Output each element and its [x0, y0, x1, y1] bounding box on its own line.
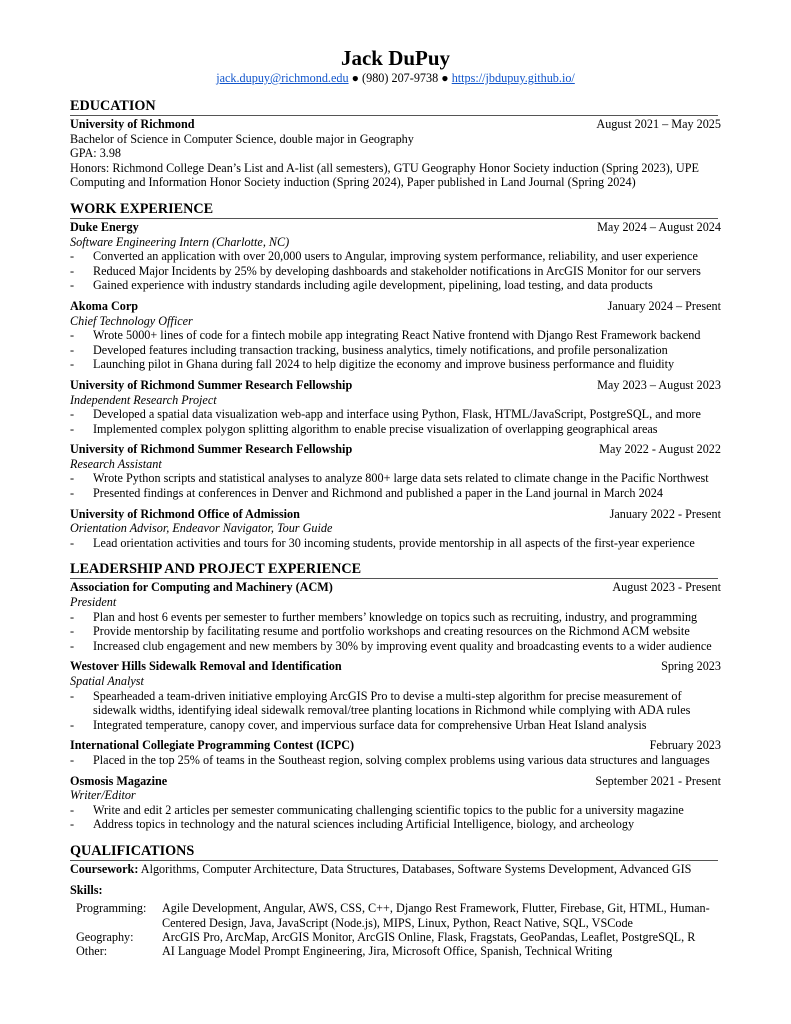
entry-dates: February 2023	[649, 738, 721, 753]
experience-entry	[70, 299, 721, 372]
experience-entry	[70, 580, 721, 653]
entry-dates: September 2021 - Present	[595, 773, 721, 788]
bullet-item: - Spearheaded a team-driven initiative employing ArcGIS Pro to devise a multi-step algorithm for precise measurement of sidewalk widths, identifying ideal sidewalk removal/tree planting locations in Richmond while complying with ADA rules	[70, 689, 721, 718]
skill-list: ArcGIS Pro, ArcMap, ArcGIS Monitor, ArcGIS Online, Flask, Fragstats, GeoPandas, Leaflet, PostgreSQL, R	[162, 929, 696, 944]
bullet-item: - Developed a spatial data visualization web-app and interface using Python, Flask, HTML/JavaScript, PostgreSQL, and more	[70, 407, 721, 422]
bullet-item: - Wrote 5000+ lines of code for a fintech mobile app integrating React Native frontend with Django Rest Framework backend	[70, 328, 721, 343]
education-gpa: GPA: 3.98	[70, 146, 122, 161]
education-dates: August 2021 – May 2025	[596, 117, 721, 131]
entry-role: Orientation Advisor, Endeavor Navigator, Tour Guide	[70, 521, 333, 536]
entry-dates: January 2024 – Present	[607, 298, 721, 313]
bullet-item: - Developed features including transaction tracking, business analytics, timely notifications, and profile personalization	[70, 343, 721, 358]
email-link[interactable]: jack.dupuy@richmond.edu	[216, 71, 349, 85]
entry-dates: May 2022 - August 2022	[599, 442, 721, 457]
entry-organization: University of Richmond Summer Research Fellowship	[70, 442, 353, 457]
entry-dates: Spring 2023	[661, 659, 721, 674]
entry-bullets	[70, 249, 721, 293]
entry-organization: Duke Energy	[70, 219, 139, 234]
skill-category: Geography:	[76, 929, 134, 944]
bullet-item: - Provide mentorship by facilitating resume and portfolio workshops and creating resources on the Richmond ACM website	[70, 624, 721, 639]
entry-role: Independent Research Project	[70, 392, 217, 407]
entry-bullets	[70, 536, 721, 551]
section-title-qualifications: QUALIFICATIONS	[70, 844, 718, 861]
skill-category: Programming:	[76, 901, 147, 916]
bullet-item: - Reduced Major Incidents by 25% by developing dashboards and stakeholder notifications in ArcGIS Monitor for our servers	[70, 264, 721, 279]
education-degree: Bachelor of Science in Computer Science, double major in Geography	[70, 131, 414, 146]
skill-row	[76, 901, 721, 930]
bullet-item: - Implemented complex polygon splitting algorithm to enable precise visualization of overlapping geographical areas	[70, 422, 721, 437]
entry-dates: May 2024 – August 2024	[597, 219, 721, 234]
entry-header	[70, 378, 721, 393]
experience-entry	[70, 442, 721, 500]
entry-organization: Osmosis Magazine	[70, 773, 168, 788]
skill-list: AI Language Model Prompt Engineering, Jira, Microsoft Office, Spanish, Technical Writing	[162, 944, 613, 959]
bullet-item: - Placed in the top 25% of teams in the Southeast region, solving complex problems using various data structures and languages	[70, 753, 721, 768]
bullet-item: - Address topics in technology and the natural sciences including Artificial Intelligence, biology, and archeology	[70, 817, 721, 832]
candidate-name: Jack DuPuy	[340, 46, 451, 70]
entry-dates: August 2023 - Present	[612, 580, 721, 595]
phone-number: (980) 207-9738	[362, 71, 439, 85]
qualifications-section	[70, 844, 721, 959]
skills-table	[76, 901, 721, 959]
entry-bullets	[70, 610, 721, 654]
experience-entry	[70, 738, 721, 767]
bullet-item: - Converted an application with over 20,000 users to Angular, improving system performance, reliability, and user experience	[70, 249, 721, 264]
experience-entry	[70, 659, 721, 732]
work-section	[70, 202, 721, 550]
entry-header	[70, 442, 721, 457]
bullet-item: - Plan and host 6 events per semester to further members’ knowledge on topics such as recruiting, industry, and programming	[70, 610, 721, 625]
skill-row	[76, 944, 721, 958]
entry-role: Software Engineering Intern (Charlotte, NC)	[70, 234, 290, 249]
entry-organization: Akoma Corp	[70, 298, 139, 313]
entry-header	[70, 299, 721, 314]
entry-bullets	[70, 689, 721, 733]
entry-role: Writer/Editor	[70, 788, 136, 803]
bullet-item: - Presented findings at conferences in Denver and Richmond and published a paper in the Land journal in March 2024	[70, 486, 721, 501]
bullet-item: - Write and edit 2 articles per semester communicating challenging scientific topics to the public for a university magazine	[70, 803, 721, 818]
experience-entry	[70, 220, 721, 293]
entry-bullets	[70, 407, 721, 436]
education-section	[70, 99, 721, 190]
experience-entry	[70, 378, 721, 436]
experience-entry	[70, 507, 721, 551]
section-title-leadership: LEADERSHIP AND PROJECT EXPERIENCE	[70, 562, 718, 579]
entry-organization: University of Richmond Summer Research Fellowship	[70, 377, 353, 392]
skill-row	[76, 930, 721, 944]
entry-organization: University of Richmond Office of Admission	[70, 506, 300, 521]
section-title-work: WORK EXPERIENCE	[70, 202, 718, 219]
separator-bullet: ●	[348, 71, 363, 85]
leadership-section	[70, 562, 721, 832]
skill-list: Agile Development, Angular, AWS, CSS, C++, Django Rest Framework, Flutter, Firebase, Git, HTML, Human-Centered Design, Java, JavaScript (Node.js), MIPS, Linux, Python, React Native, SQL, VSCode	[162, 901, 710, 930]
education-org: University of Richmond	[70, 117, 195, 131]
entry-header	[70, 580, 721, 595]
bullet-item: - Increased club engagement and new members by 30% by improving event quality and broadcasting events to a wider audience	[70, 639, 721, 654]
entry-organization: Association for Computing and Machinery (ACM)	[70, 580, 333, 595]
entry-organization: Westover Hills Sidewalk Removal and Identification	[70, 659, 342, 674]
entry-bullets	[70, 471, 721, 500]
bullet-item: - Launching pilot in Ghana during fall 2024 to help digitize the economy and improve business performance and fluidity	[70, 357, 721, 372]
skill-category: Other:	[76, 944, 108, 959]
entry-header	[70, 738, 721, 753]
entry-dates: January 2022 - Present	[609, 506, 721, 521]
bullet-item: - Integrated temperature, canopy cover, and impervious surface data for comprehensive Urban Heat Island analysis	[70, 718, 721, 733]
entry-header	[70, 507, 721, 522]
entry-header	[70, 774, 721, 789]
entry-dates: May 2023 – August 2023	[597, 377, 721, 392]
contact-line	[70, 71, 721, 86]
entry-organization: International Collegiate Programming Contest (ICPC)	[70, 738, 355, 753]
entry-header	[70, 220, 721, 235]
website-link[interactable]: https://jbdupuy.github.io/	[451, 71, 575, 85]
entry-role: Chief Technology Officer	[70, 313, 193, 328]
entry-bullets	[70, 328, 721, 372]
separator-bullet: ●	[438, 71, 452, 85]
work-entries	[70, 220, 721, 550]
entry-header	[70, 659, 721, 674]
bullet-item: - Wrote Python scripts and statistical analyses to analyze 800+ large data sets related to climate change in the Pacific Northwest	[70, 471, 721, 486]
coursework-label: Coursework:	[70, 861, 139, 876]
entry-bullets	[70, 753, 721, 768]
entry-role: President	[70, 595, 117, 610]
bullet-item: - Lead orientation activities and tours for 30 incoming students, provide mentorship in all aspects of the first-year experience	[70, 536, 721, 551]
skills-label: Skills:	[70, 882, 103, 897]
bullet-item: - Gained experience with industry standards including agile development, pipelining, load testing, and data products	[70, 278, 721, 293]
leadership-entries	[70, 580, 721, 832]
experience-entry	[70, 774, 721, 832]
education-honors: Honors: Richmond College Dean’s List and A-list (all semesters), GTU Geography Honor Society induction (Spring 2023), UPE Computing and Information Honor Society induction (Spring 2024), Paper published in Land Journal (Spring 2024)	[70, 160, 699, 190]
coursework-list: Algorithms, Computer Architecture, Data Structures, Databases, Software Systems Development, Advanced GIS	[138, 861, 692, 876]
entry-bullets	[70, 803, 721, 832]
coursework-line	[70, 862, 721, 877]
section-title-education: EDUCATION	[70, 99, 718, 116]
entry-role: Research Assistant	[70, 456, 162, 471]
entry-role: Spatial Analyst	[70, 674, 144, 688]
